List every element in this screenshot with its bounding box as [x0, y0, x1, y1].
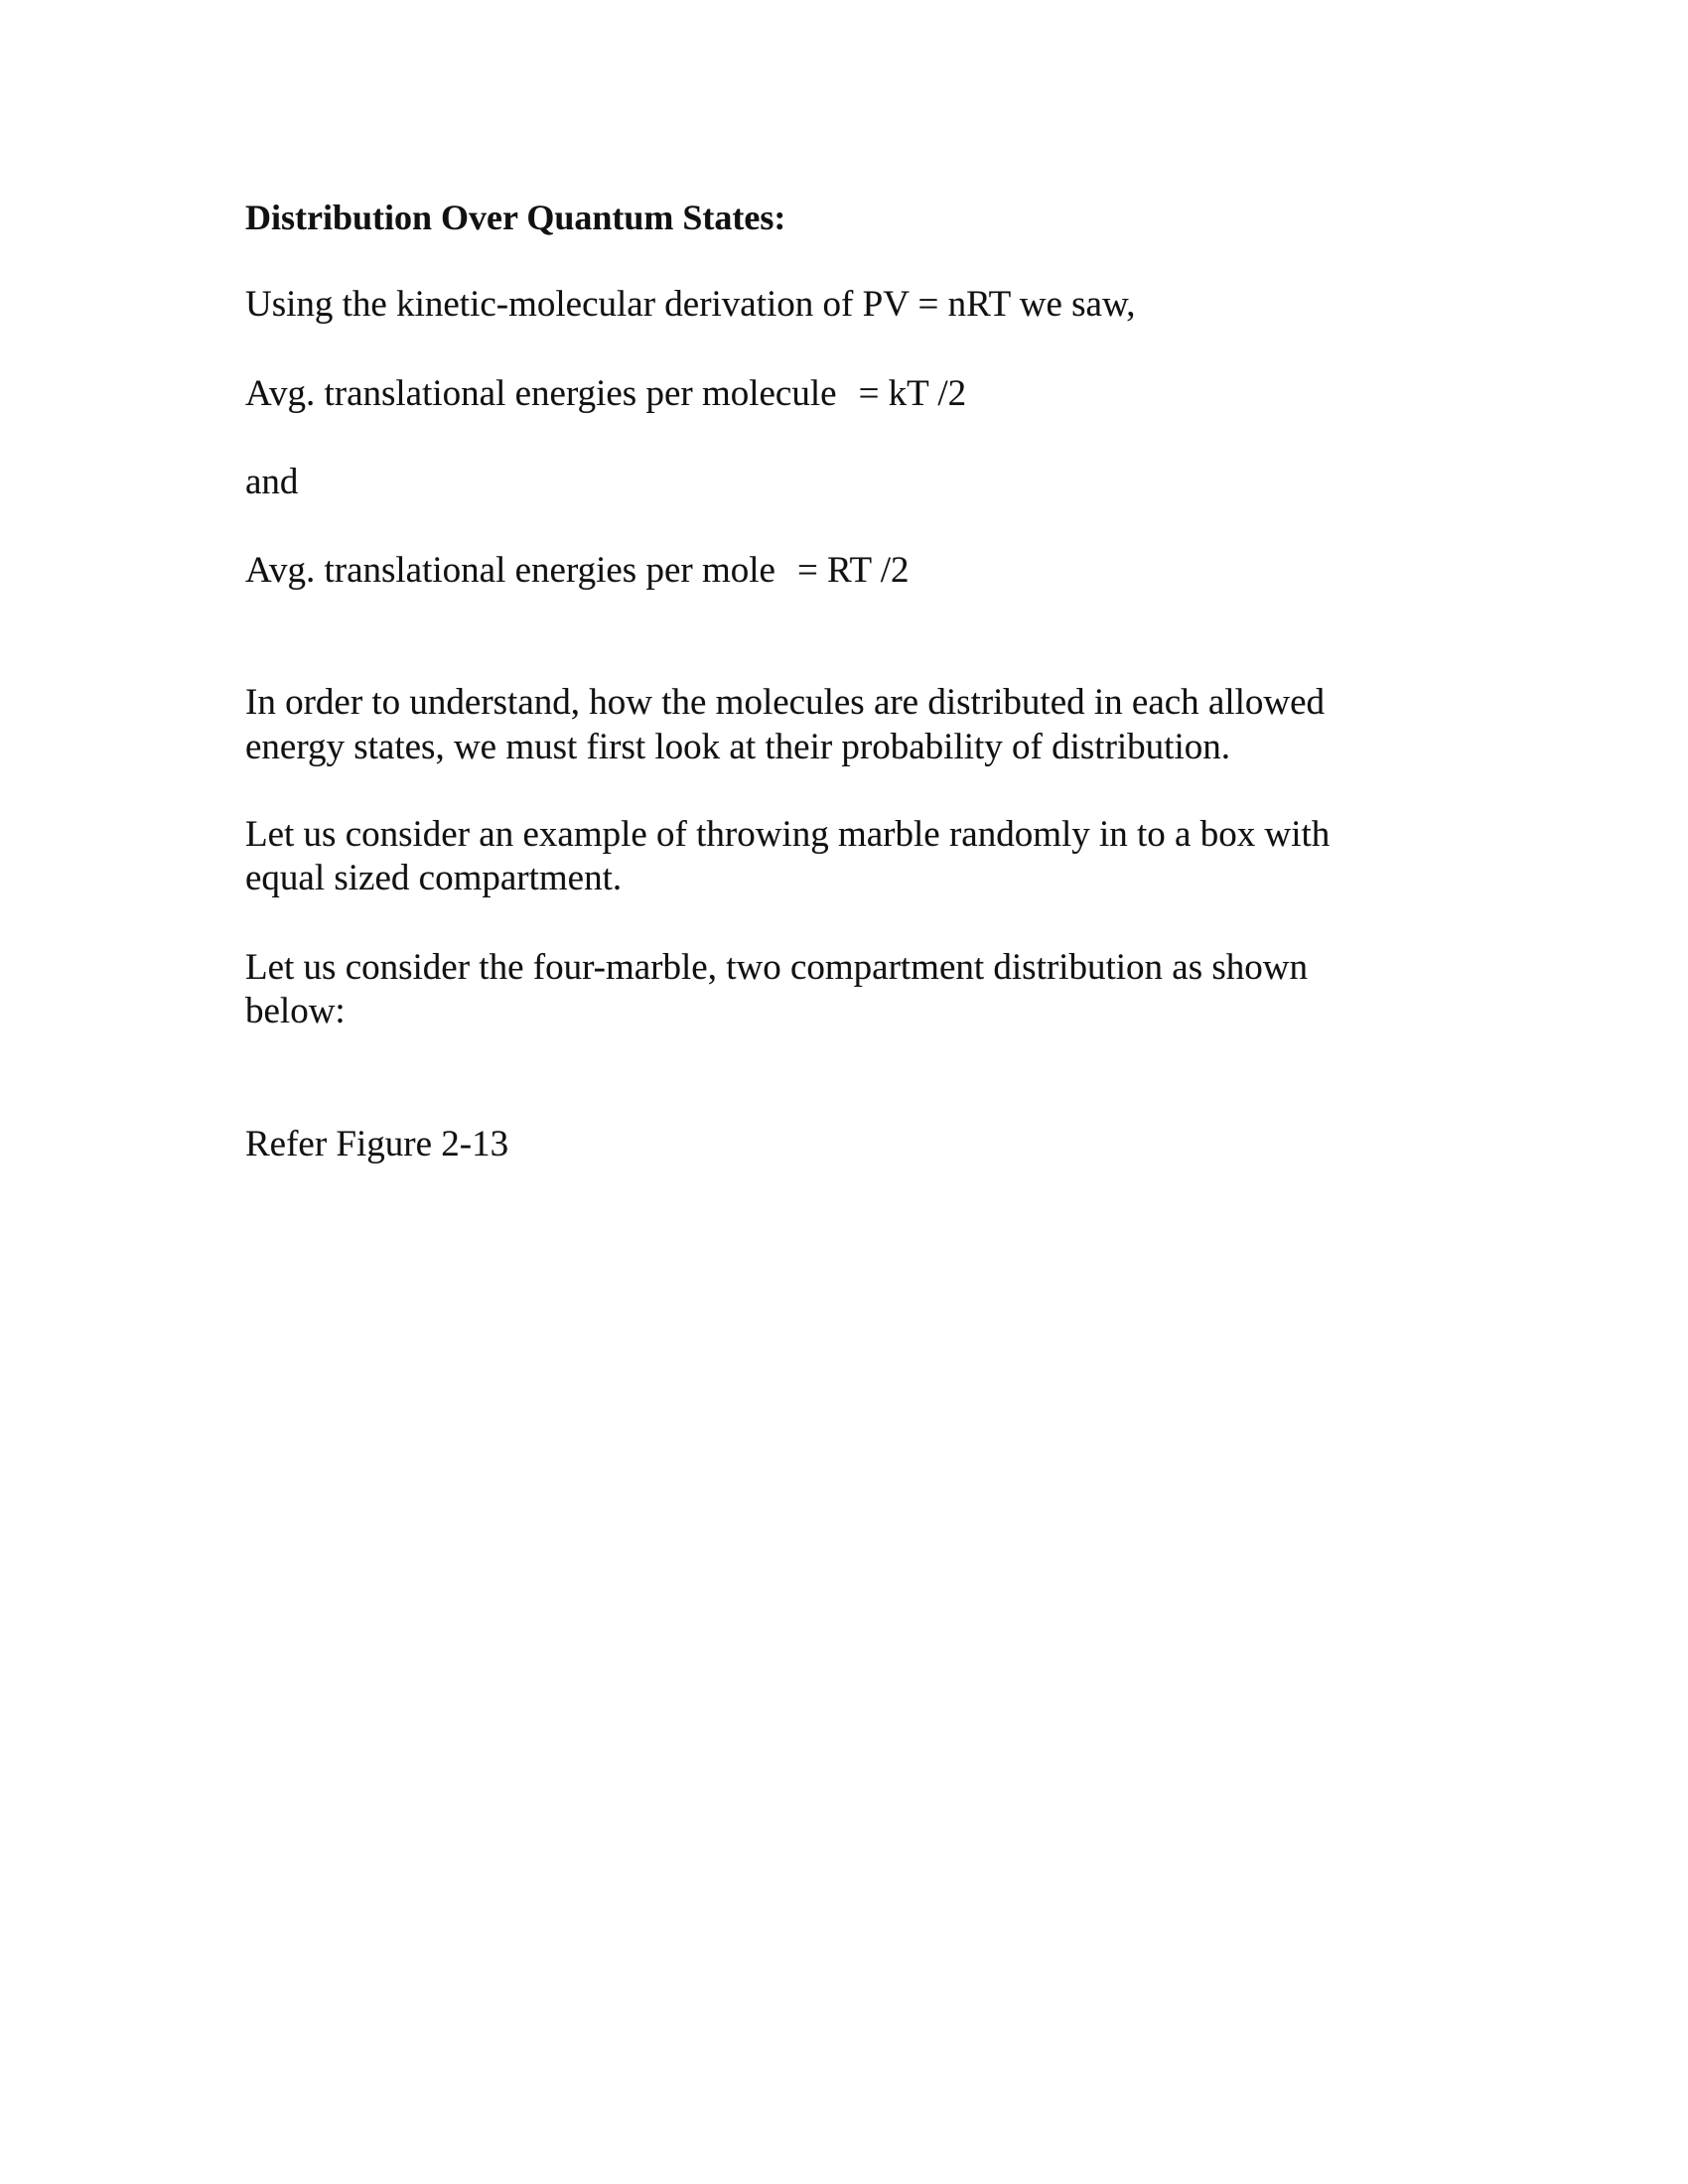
conjunction-text: and	[245, 462, 299, 502]
equation-value: = kT /2	[858, 373, 967, 414]
equation-per-molecule	[245, 372, 966, 416]
equation-per-mole	[245, 549, 909, 593]
paragraph-line: In order to understand, how the molecules are distributed in each allowed	[245, 682, 1326, 723]
paragraph-line: energy states, we must first look at their probability of distribution.	[245, 727, 1230, 767]
equation-label: Avg. translational energies per molecule	[245, 373, 837, 414]
equation-label: Avg. translational energies per mole	[245, 550, 775, 591]
figure-reference: Refer Figure 2-13	[245, 1124, 509, 1164]
paragraph-line: below:	[245, 991, 346, 1031]
page-title: Distribution Over Quantum States:	[245, 198, 786, 237]
paragraph-line: Let us consider the four-marble, two compartment distribution as shown	[245, 947, 1308, 988]
intro-paragraph: Using the kinetic-molecular derivation of PV = nRT we saw,	[245, 284, 1136, 325]
paragraph-line: Let us consider an example of throwing marble randomly in to a box with	[245, 814, 1331, 855]
equation-value: = RT /2	[796, 550, 910, 591]
paragraph-line: equal sized compartment.	[245, 858, 623, 898]
